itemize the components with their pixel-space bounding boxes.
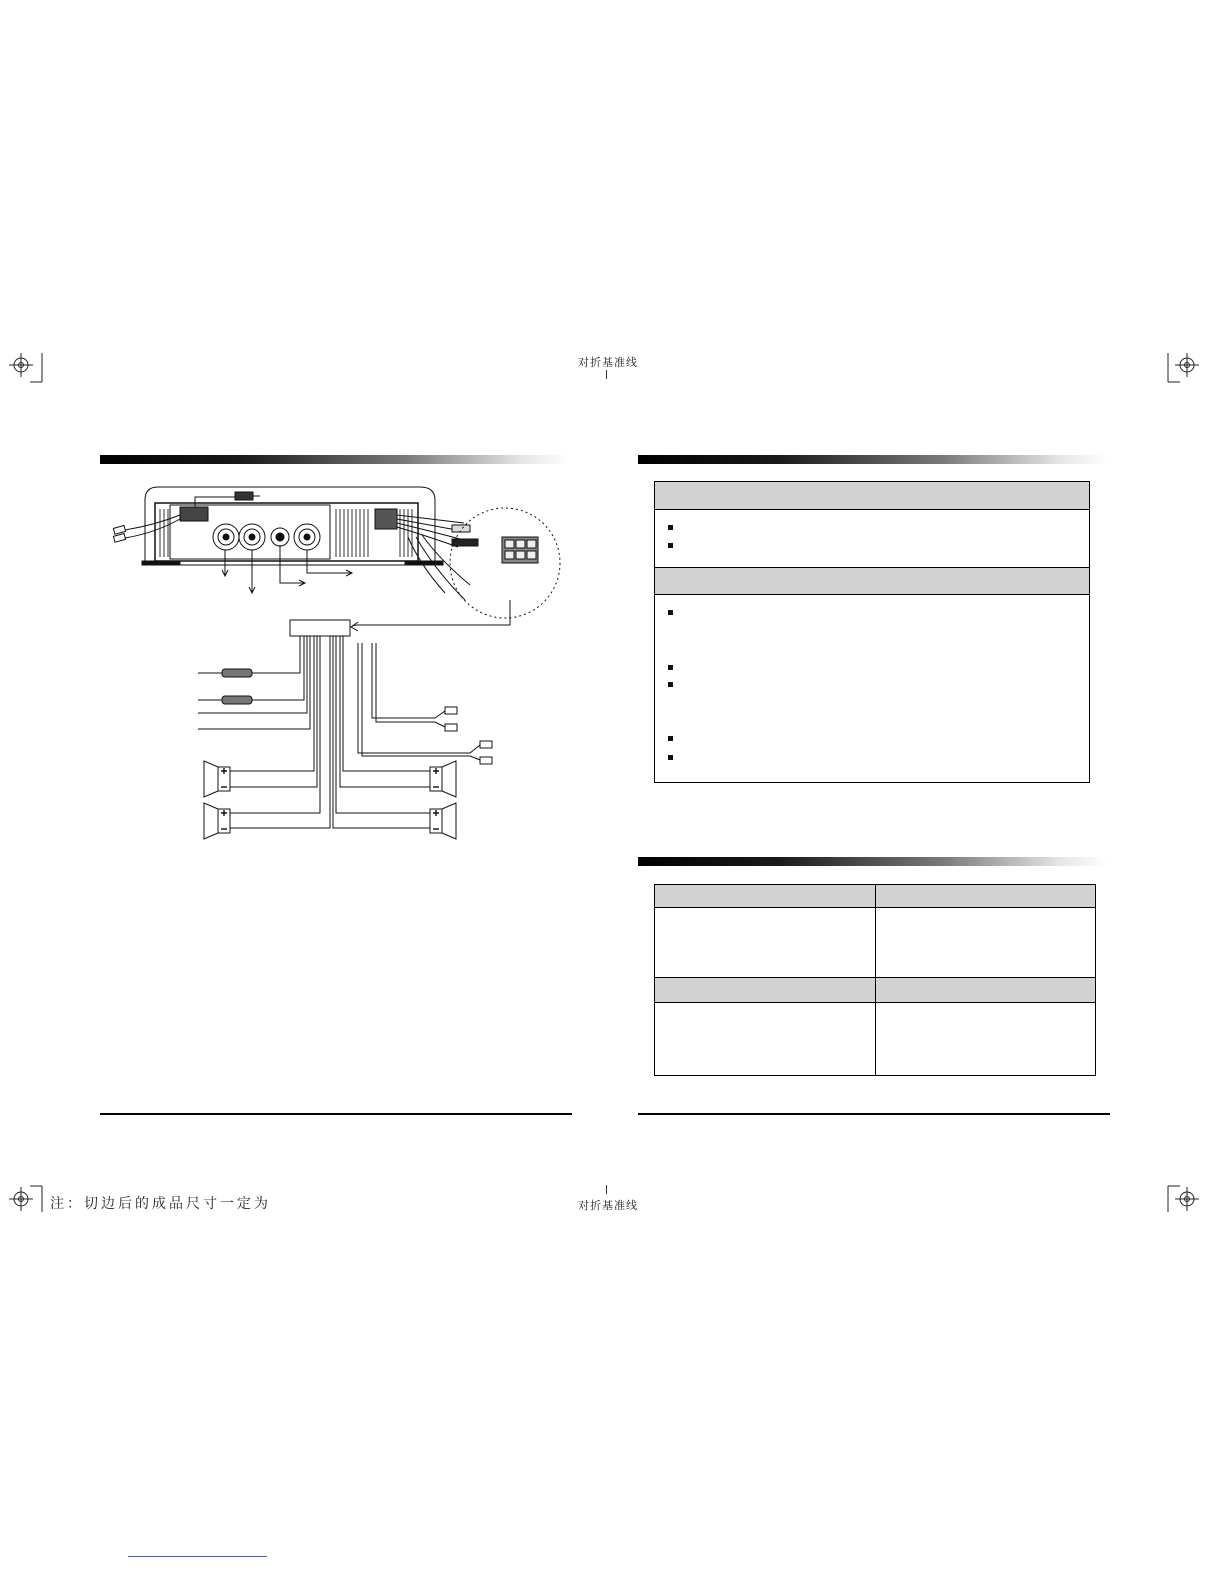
spec-header-cell xyxy=(875,977,1096,1003)
spec-header-cell xyxy=(654,977,876,1003)
fold-line-label-bottom: 对折基准线 xyxy=(578,1199,638,1212)
speaker-wires xyxy=(230,636,430,828)
registration-mark-bottom-right xyxy=(1168,1186,1199,1212)
right-footer-rule xyxy=(638,1113,1110,1115)
wire-harness xyxy=(397,515,478,600)
notice-box xyxy=(654,481,1090,783)
speaker-front-right xyxy=(430,761,456,797)
fold-tick-top xyxy=(606,370,607,379)
bullet-icon xyxy=(668,682,673,687)
bullet-icon xyxy=(668,755,673,760)
notice-section-1-heading xyxy=(655,482,1089,510)
hyperlink-underline[interactable] xyxy=(128,1556,267,1557)
rca-outputs-right xyxy=(358,643,492,764)
wiring-diagram xyxy=(100,475,570,845)
spec-header-cell xyxy=(654,884,876,908)
bullet-icon xyxy=(668,610,673,615)
fold-tick-bottom xyxy=(606,1185,607,1194)
notice-section-2-heading xyxy=(655,567,1089,595)
power-leads xyxy=(198,636,310,729)
speaker-rear-right xyxy=(430,803,456,839)
speaker-rear-left xyxy=(204,803,230,839)
left-section-heading-bar xyxy=(100,455,570,464)
specifications-heading-bar xyxy=(638,857,1108,866)
right-section-heading-bar xyxy=(638,455,1108,464)
output-arrows xyxy=(222,545,352,593)
spec-body-cell xyxy=(654,907,876,978)
bullet-icon xyxy=(668,543,673,548)
trim-size-note: 注：切边后的成品尺寸一定为 xyxy=(50,1196,271,1212)
fold-line-label-top: 对折基准线 xyxy=(578,356,638,369)
bullet-icon xyxy=(668,525,673,530)
speaker-front-left xyxy=(204,761,230,797)
spec-body-cell xyxy=(875,1002,1096,1076)
spec-body-cell xyxy=(654,1002,876,1076)
spec-body-cell xyxy=(875,907,1096,978)
spec-table xyxy=(654,884,1096,1076)
bullet-icon xyxy=(668,665,673,670)
head-unit-rear xyxy=(142,487,443,565)
bullet-icon xyxy=(668,736,673,741)
harness-block xyxy=(290,620,350,636)
left-footer-rule xyxy=(100,1113,572,1115)
registration-mark-top-right xyxy=(1168,353,1199,382)
spec-header-cell xyxy=(875,884,1096,908)
registration-mark-top-left xyxy=(9,353,42,382)
registration-mark-bottom-left xyxy=(9,1186,42,1212)
